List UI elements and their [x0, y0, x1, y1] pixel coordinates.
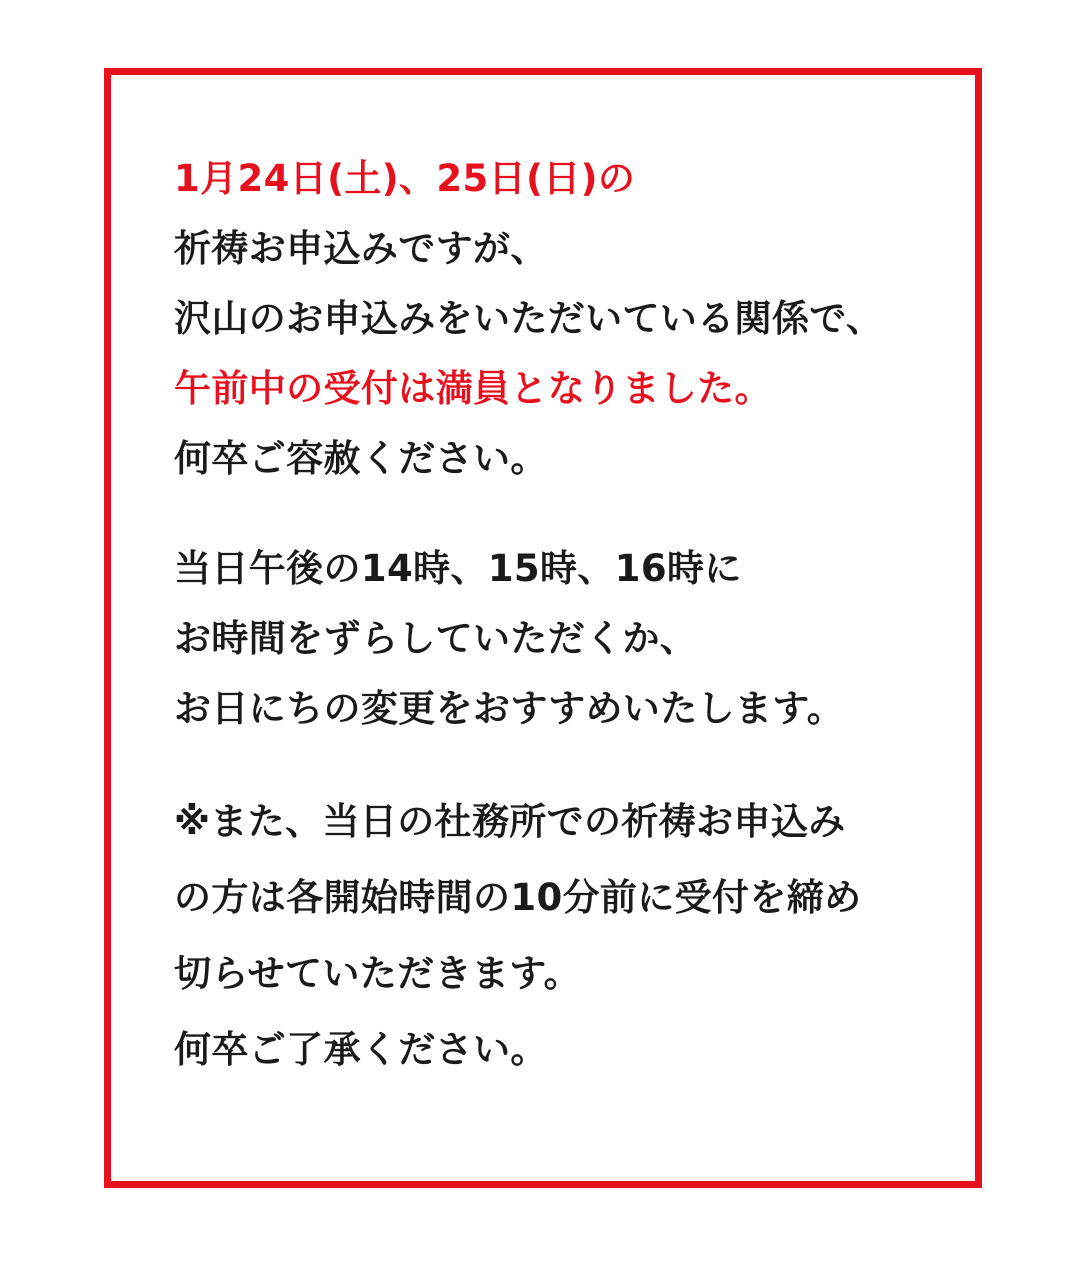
notice-line-many-applications: 沢山のお申込みをいただいている関係で、: [174, 297, 884, 340]
notice-line-closing: 切らせていただきます。: [174, 952, 581, 995]
notice-body: [174, 144, 945, 1088]
notice-line-prayer-application: [174, 214, 945, 284]
notice-line-apology: 何卒ご容赦ください。: [174, 437, 548, 480]
paragraph-same-day-cutoff: [174, 784, 945, 1088]
notice-line-prayer-application-emphasis: 祈祷お申込み: [174, 227, 399, 270]
notice-line-shift-time: お時間をずらしていただくか、: [174, 617, 698, 660]
notice-line-ten-minutes: の方は各開始時間の10分前に受付を締め: [174, 876, 862, 919]
notice-frame: [104, 68, 982, 1188]
notice-line-office-application: ※また、当日の社務所での祈祷お申込み: [174, 800, 846, 843]
paragraph-morning-full: [174, 144, 945, 494]
paragraph-afternoon-suggestion: [174, 534, 945, 744]
notice-line-change-date: お日にちの変更をおすすめいたします。: [174, 687, 845, 730]
notice-line-afternoon-times: 当日午後の14時、15時、16時に: [174, 547, 742, 590]
notice-line-date: 1月24日(土)、25日(日)の: [174, 157, 636, 200]
notice-line-understanding: 何卒ご了承ください。: [174, 1028, 548, 1071]
notice-line-prayer-application-rest: ですが、: [398, 227, 548, 270]
notice-line-morning-full: 午前中の受付は満員となりました。: [174, 367, 772, 410]
